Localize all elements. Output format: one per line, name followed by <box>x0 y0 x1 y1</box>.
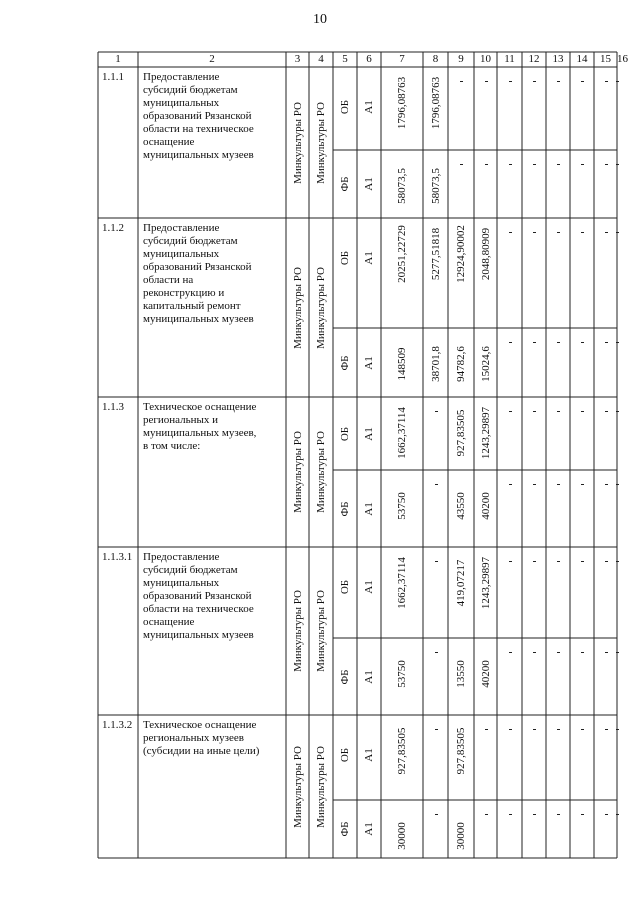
empty-value-dash <box>533 81 536 82</box>
column-header: 4 <box>318 53 324 65</box>
empty-value-dash <box>509 342 512 343</box>
row-description-line: области на техническое <box>143 123 254 135</box>
empty-value-dash <box>485 814 488 815</box>
cell-value: 40200 <box>479 492 492 520</box>
empty-value-dash <box>533 164 536 165</box>
empty-value-dash <box>605 729 608 730</box>
column-header: 1 <box>115 53 121 65</box>
cell-value: 1243,29897 <box>479 406 492 460</box>
empty-value-dash <box>557 814 560 815</box>
empty-value-dash <box>616 561 619 562</box>
column-header: 14 <box>576 53 588 65</box>
empty-value-dash <box>581 561 584 562</box>
cell-value: А1 <box>363 177 375 191</box>
cell-value: А1 <box>363 822 375 836</box>
row-description-line: муниципальных музеев, <box>143 427 257 439</box>
empty-value-dash <box>485 164 488 165</box>
row-description-line: области на <box>143 274 194 286</box>
empty-value-dash <box>605 484 608 485</box>
cell-value: ОБ <box>339 99 351 115</box>
row-number: 1.1.2 <box>102 222 124 234</box>
column-header: 7 <box>399 53 405 65</box>
responsible-executor: Минкультуры РО <box>291 266 304 349</box>
empty-value-dash <box>460 164 463 165</box>
empty-value-dash <box>605 81 608 82</box>
responsible-executor: Минкультуры РО <box>291 745 304 828</box>
row-number: 1.1.1 <box>102 71 124 83</box>
row-description-line: Предоставление <box>143 71 220 83</box>
empty-value-dash <box>557 411 560 412</box>
empty-value-dash <box>509 652 512 653</box>
row-description-line: оснащение <box>143 136 195 148</box>
empty-value-dash <box>605 164 608 165</box>
page-number: 10 <box>313 12 327 27</box>
empty-value-dash <box>581 814 584 815</box>
empty-value-dash <box>533 561 536 562</box>
column-header: 2 <box>209 53 215 65</box>
row-description-line: муниципальных <box>143 248 220 260</box>
empty-value-dash <box>509 164 512 165</box>
empty-value-dash <box>581 484 584 485</box>
cell-value: А1 <box>363 100 375 114</box>
column-header: 5 <box>342 53 348 65</box>
row-description-line: муниципальных музеев <box>143 629 254 641</box>
cell-value: ФБ <box>339 668 351 685</box>
cell-value: 419,07217 <box>455 559 467 607</box>
cell-value: ФБ <box>339 821 351 837</box>
responsible-executor: Минкультуры РО <box>315 431 327 513</box>
empty-value-dash <box>533 484 536 485</box>
empty-value-dash <box>435 561 438 562</box>
cell-value: 40200 <box>479 660 492 688</box>
column-header: 11 <box>504 53 515 65</box>
cell-value: ФБ <box>339 176 351 192</box>
document-page: 10 1 2 3 4 5 6 7 8 9 10 11 12 13 14 15 16 1.1.1 Предоставление субсидий бюджетам муниципальных образований Рязанской области на техническое оснащение муниципальных музеев Минкультуры РО Минкультуры РО ОБ А1 1796,08763 1796,08763 ФБ А1 58073,5 58073,5 1.1.2 Предоставление субсидий бюджетам муниципальных образований Рязанской области на реконструкцию и капитальный ремонт муниципальных музеев Минкультуры РО Минкультуры РО ОБ А1 20251,22729 5277,51818 12924,90002 2048,80909 ФБ А1 148509 38701,8 94782,6 15024,6 1.1.3 Техническое оснащение региональных и муниципальных музеев, в том числе: Минкультуры РО Минкультуры РО ОБ А1 1662,37114 927,83505 1243,29897 ФБ А1 53750 43550 40200 1.1.3.1 Предоставление субсидий бюджетам муниципальных образований Рязанской области на техническое оснащение муниципальных музеев Минкультуры РО Минкультуры РО ОБ А1 1662,37114 419,07217 1243,29897 ФБ А1 53750 13550 40200 1.1.3.2 Техническое оснащение региональных музеев (субсидии на иные цели) Минкультуры РО Минкультуры РО ОБ А1 927,83505 927,83505 ФБ А1 30000 30000 <box>0 0 640 905</box>
empty-value-dash <box>509 561 512 562</box>
row-description-line: (субсидии на иные цели) <box>143 745 260 757</box>
empty-value-dash <box>616 164 619 165</box>
row-description-line: Техническое оснащение <box>143 401 257 413</box>
empty-value-dash <box>605 561 608 562</box>
empty-value-dash <box>460 81 463 82</box>
responsible-executor: Минкультуры РО <box>315 590 327 672</box>
row-number: 1.1.3.2 <box>102 719 133 731</box>
responsible-executor: Минкультуры РО <box>315 745 327 828</box>
empty-value-dash <box>557 729 560 730</box>
empty-value-dash <box>616 814 619 815</box>
empty-value-dash <box>581 232 584 233</box>
empty-value-dash <box>581 729 584 730</box>
cell-value: 94782,6 <box>455 346 467 382</box>
empty-value-dash <box>605 652 608 653</box>
row-description-line: Техническое оснащение <box>143 719 257 731</box>
empty-value-dash <box>533 729 536 730</box>
empty-value-dash <box>435 729 438 730</box>
row-description-line: субсидий бюджетам <box>143 564 238 576</box>
row-description-line: субсидий бюджетам <box>143 84 238 96</box>
empty-value-dash <box>581 652 584 653</box>
row-description-line: капитальный ремонт <box>143 300 241 312</box>
row-description-line: муниципальных музеев <box>143 149 254 161</box>
empty-value-dash <box>616 411 619 412</box>
empty-value-dash <box>509 81 512 82</box>
cell-value: 927,83505 <box>396 727 408 775</box>
row-description-line: муниципальных <box>143 97 220 109</box>
cell-value: А1 <box>363 251 375 265</box>
empty-value-dash <box>557 484 560 485</box>
row-description-line: муниципальных музеев <box>143 313 254 325</box>
cell-value: 53750 <box>396 492 408 520</box>
cell-value: ОБ <box>339 426 351 441</box>
empty-value-dash <box>485 81 488 82</box>
cell-value: 58073,5 <box>396 168 408 204</box>
empty-value-dash <box>509 484 512 485</box>
cell-value: 13550 <box>455 660 467 688</box>
empty-value-dash <box>616 652 619 653</box>
column-header: 12 <box>528 53 540 65</box>
cell-value: ФБ <box>339 354 351 371</box>
cell-value: 1796,08763 <box>429 76 442 130</box>
cell-value: 927,83505 <box>455 409 467 457</box>
empty-value-dash <box>605 814 608 815</box>
cell-value: ОБ <box>339 579 351 595</box>
empty-value-dash <box>616 232 619 233</box>
column-header: 15 <box>600 53 611 65</box>
cell-value: А1 <box>363 669 375 684</box>
row-description-line: муниципальных <box>143 577 220 589</box>
responsible-executor: Минкультуры РО <box>315 266 327 349</box>
cell-value: 1796,08763 <box>396 76 408 130</box>
cell-value: 30000 <box>455 822 467 850</box>
empty-value-dash <box>616 484 619 485</box>
cell-value: 927,83505 <box>455 727 467 775</box>
column-header: 13 <box>552 53 564 65</box>
row-description-line: реконструкцию и <box>143 287 225 299</box>
row-description-line: образований Рязанской <box>143 590 252 602</box>
row-number: 1.1.3.1 <box>102 551 133 563</box>
empty-value-dash <box>616 81 619 82</box>
cell-value: 53750 <box>396 660 408 688</box>
responsible-executor: Минкультуры РО <box>291 590 304 672</box>
empty-value-dash <box>616 729 619 730</box>
empty-value-dash <box>605 411 608 412</box>
cell-value: А1 <box>363 748 375 762</box>
row-description-line: региональных и <box>143 414 219 426</box>
row-description-line: Предоставление <box>143 222 220 234</box>
empty-value-dash <box>509 729 512 730</box>
empty-value-dash <box>533 232 536 233</box>
responsible-executor: Минкультуры РО <box>291 431 304 513</box>
empty-value-dash <box>533 411 536 412</box>
empty-value-dash <box>557 652 560 653</box>
empty-value-dash <box>557 232 560 233</box>
empty-value-dash <box>509 232 512 233</box>
cell-value: 1243,29897 <box>479 556 492 610</box>
cell-value: А1 <box>363 580 375 594</box>
empty-value-dash <box>435 652 438 653</box>
empty-value-dash <box>533 342 536 343</box>
empty-value-dash <box>616 342 619 343</box>
empty-value-dash <box>509 814 512 815</box>
cell-value: 2048,80909 <box>479 227 492 281</box>
cell-value: 20251,22729 <box>396 225 408 283</box>
responsible-executor: Минкультуры РО <box>315 101 327 184</box>
cell-value: ОБ <box>339 250 351 266</box>
cell-value: 1662,37114 <box>396 407 408 459</box>
cell-value: 43550 <box>455 492 467 520</box>
row-description-line: образований Рязанской <box>143 261 252 273</box>
row-description-line: Предоставление <box>143 551 220 563</box>
cell-value: 148509 <box>396 347 408 381</box>
row-description-line: в том числе: <box>143 440 201 452</box>
empty-value-dash <box>485 729 488 730</box>
empty-value-dash <box>581 411 584 412</box>
column-header: 8 <box>432 53 439 65</box>
empty-value-dash <box>533 652 536 653</box>
empty-value-dash <box>605 232 608 233</box>
empty-value-dash <box>557 164 560 165</box>
cell-value: 30000 <box>396 822 408 850</box>
column-header: 10 <box>480 53 491 65</box>
cell-value: 15024,6 <box>479 346 492 382</box>
cell-value: 38701,8 <box>429 346 442 382</box>
cell-value: 58073,5 <box>429 168 442 204</box>
empty-value-dash <box>435 814 438 815</box>
cell-value: А1 <box>363 355 375 370</box>
cell-value: ФБ <box>339 500 351 517</box>
empty-value-dash <box>557 342 560 343</box>
empty-value-dash <box>581 81 584 82</box>
empty-value-dash <box>435 411 438 412</box>
empty-value-dash <box>581 342 584 343</box>
column-header: 9 <box>458 53 464 65</box>
empty-value-dash <box>605 342 608 343</box>
cell-value: 5277,51818 <box>429 227 442 281</box>
column-header: 6 <box>366 53 372 65</box>
empty-value-dash <box>435 484 438 485</box>
cell-value: 1662,37114 <box>396 557 408 609</box>
empty-value-dash <box>557 561 560 562</box>
row-description-line: области на техническое <box>143 603 254 615</box>
column-header: 3 <box>294 53 301 65</box>
empty-value-dash <box>533 814 536 815</box>
cell-value: ОБ <box>339 747 351 763</box>
row-description-line: региональных музеев <box>143 732 244 744</box>
row-description-line: субсидий бюджетам <box>143 235 238 247</box>
row-description-line: оснащение <box>143 616 195 628</box>
cell-value: А1 <box>363 501 375 516</box>
empty-value-dash <box>557 81 560 82</box>
responsible-executor: Минкультуры РО <box>291 101 304 184</box>
row-number: 1.1.3 <box>102 401 124 413</box>
empty-value-dash <box>509 411 512 412</box>
cell-value: А1 <box>363 426 375 441</box>
row-description-line: образований Рязанской <box>143 110 252 122</box>
empty-value-dash <box>581 164 584 165</box>
cell-value: 12924,90002 <box>455 225 467 283</box>
